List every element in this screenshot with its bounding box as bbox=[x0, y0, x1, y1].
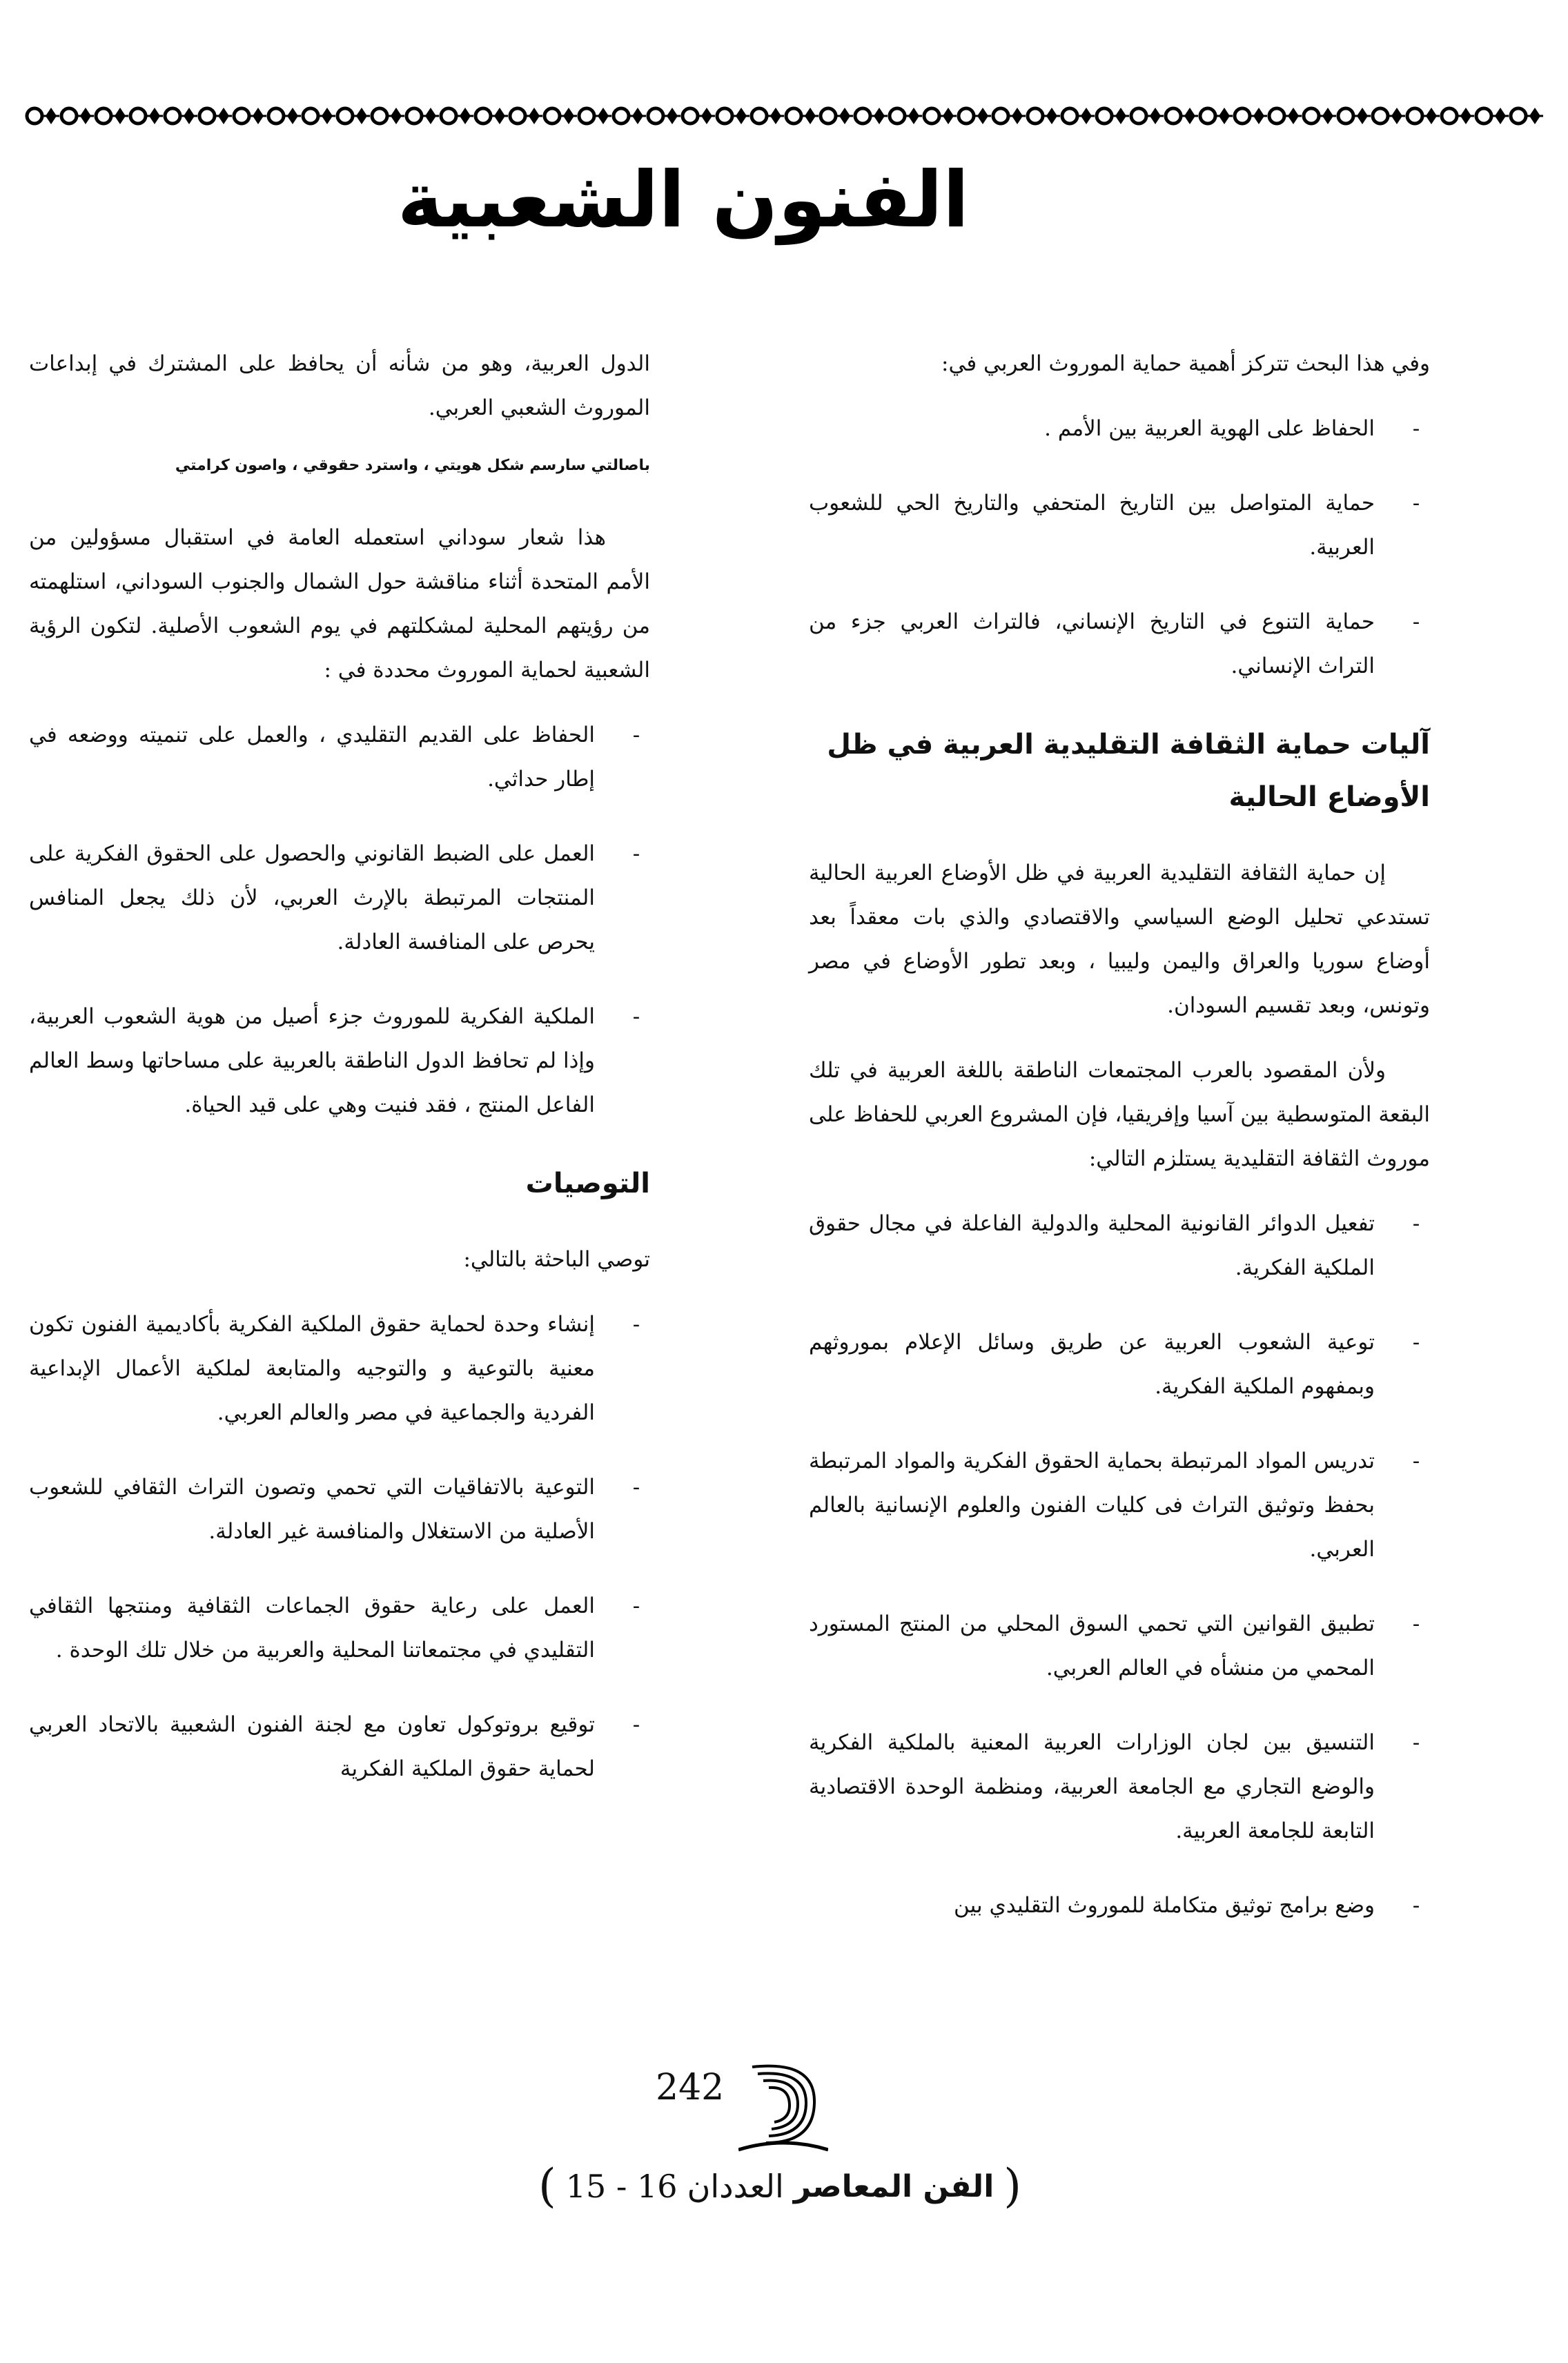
list-item: - حماية المتواصل بين التاريخ المتحفي والتاريخ الحي للشعوب العربية. bbox=[809, 491, 1420, 560]
list-item: - الحفاظ على الهوية العربية بين الأمم . bbox=[1044, 416, 1420, 441]
list-item: - التوعية بالاتفاقيات التي تحمي وتصون التراث الثقافي للشعوب الأصلية من الاستغلال والمنافسة غير العادلة. bbox=[29, 1475, 640, 1544]
journal-name: الفن المعاصر bbox=[793, 2168, 994, 2204]
section-masthead bbox=[397, 141, 970, 259]
list-item: - تفعيل الدوائر القانونية المحلية والدولية الفاعلة في مجال حقوق الملكية الفكرية. bbox=[809, 1211, 1420, 1280]
intro-paragraph: وفي هذا البحث تتركز أهمية حماية الموروث العربي في: bbox=[941, 351, 1430, 376]
list-item: - وضع برامج توثيق متكاملة للموروث التقليدي بين bbox=[954, 1893, 1420, 1918]
bracket-close: ) bbox=[538, 2159, 556, 2213]
list-item: - العمل على الضبط القانوني والحصول على الحقوق الفكرية على المنتجات المرتبطة بالإرث العربي، لأن ذلك يجعل المنافس يحرص على المنافسة العادلة. bbox=[29, 841, 640, 954]
journal-line bbox=[538, 2159, 1022, 2213]
mechanisms-list bbox=[809, 1202, 1430, 1928]
list-item: - العمل على رعاية حقوق الجماعات الثقافية ومنتجها الثقافي التقليدي في مجتمعاتنا المحلية والعربية من خلال تلك الوحدة . bbox=[29, 1594, 640, 1663]
left-column bbox=[29, 342, 650, 1821]
bracket-open: ( bbox=[1003, 2159, 1022, 2213]
issue-label: العددان bbox=[687, 2168, 784, 2205]
list-item: - توعية الشعوب العربية عن طريق وسائل الإعلام بموروثهم وبمفهوم الملكية الفكرية. bbox=[809, 1330, 1420, 1399]
list-item: - حماية التنوع في التاريخ الإنساني، فالتراث العربي جزء من التراث الإنساني. bbox=[809, 609, 1420, 678]
recommendations-list bbox=[29, 1302, 650, 1791]
right-column bbox=[809, 342, 1430, 1958]
body-paragraph: إن حماية الثقافة التقليدية العربية في ظل الأوضاع العربية الحالية تستدعي تحليل الوضع السياسي والاقتصادي والذي بات معقداً بعد أوضاع سوريا والعراق واليمن وليبيا ، وبعد تطور الأوضاع في مصر وتونس، وبعد تقسيم السودان. bbox=[809, 861, 1430, 1018]
list-item: - الملكية الفكرية للموروث جزء أصيل من هوية الشعوب العربية، وإذا لم تحافظ الدول الناطقة بالعربية على مساحاتها وسط العالم الفاعل المنتج ، فقد فنيت وهي على قيد الحياة. bbox=[29, 1004, 640, 1117]
decorative-border bbox=[25, 95, 1543, 137]
section-title: الفنون الشعبية bbox=[397, 155, 970, 245]
swirl-logo-icon bbox=[738, 2053, 828, 2157]
page-footer bbox=[538, 2053, 1021, 2233]
recommendations-intro: توصي الباحثة بالتالي: bbox=[463, 1247, 650, 1272]
continuation-paragraph: الدول العربية، وهو من شأنه أن يحافظ على المشترك في إبداعات الموروث الشعبي العربي. bbox=[29, 351, 650, 420]
page-number: 242 bbox=[656, 2067, 725, 2108]
issue-numbers: 15 - 16 bbox=[565, 2168, 678, 2205]
vision-list bbox=[29, 713, 650, 1127]
body-paragraph: ولأن المقصود بالعرب المجتمعات الناطقة باللغة العربية في تلك البقعة المتوسطية بين آسيا وإفريقيا، فإن المشروع العربي للحفاظ على موروث الثقافة التقليدية يستلزم التالي: bbox=[809, 1058, 1430, 1171]
slogan-line: باصالتي سارسم شكل هويتي ، واسترد حقوقي ، واصون كرامتي bbox=[175, 457, 650, 474]
body-paragraph: هذا شعار سوداني استعمله العامة في استقبال مسؤولين من الأمم المتحدة أثناء مناقشة حول الشمال والجنوب السوداني، استلهمته من رؤيتهم المحلية لمشكلتهم في يوم الشعوب الأصلية. لتكون الرؤية الشعبية لحماية الموروث محددة في : bbox=[29, 525, 650, 683]
list-item: - تدريس المواد المرتبطة بحماية الحقوق الفكرية والمواد المرتبطة بحفظ وتوثيق التراث فى كليات الفنون والعلوم الإنسانية بالعالم العربي. bbox=[809, 1449, 1420, 1562]
recommendations-heading: التوصيات bbox=[525, 1168, 650, 1199]
section-heading: آليات حماية الثقافة التقليدية العربية في ظل الأوضاع الحالية bbox=[827, 729, 1430, 813]
importance-list bbox=[809, 406, 1430, 688]
list-item: - التنسيق بين لجان الوزارات العربية المعنية بالملكية الفكرية والوضع التجاري مع الجامعة العربية، ومنظمة الوحدة الاقتصادية التابعة للجامعة العربية. bbox=[809, 1730, 1420, 1843]
list-item: - تطبيق القوانين التي تحمي السوق المحلي من المنتج المستورد المحمي من منشأه في العالم العربي. bbox=[809, 1611, 1420, 1680]
list-item: - إنشاء وحدة لحماية حقوق الملكية الفكرية بأكاديمية الفنون تكون معنية بالتوعية و والتوجيه والمتابعة لملكية الأعمال الإبداعية الفردية والجماعية في مصر والعالم العربي. bbox=[29, 1312, 640, 1425]
ornament-pattern-icon bbox=[25, 95, 1543, 137]
list-item: - الحفاظ على القديم التقليدي ، والعمل على تنميته ووضعه في إطار حداثي. bbox=[29, 723, 640, 792]
list-item: - توقيع بروتوكول تعاون مع لجنة الفنون الشعبية بالاتحاد العربي لحماية حقوق الملكية الفكرية bbox=[29, 1712, 640, 1781]
